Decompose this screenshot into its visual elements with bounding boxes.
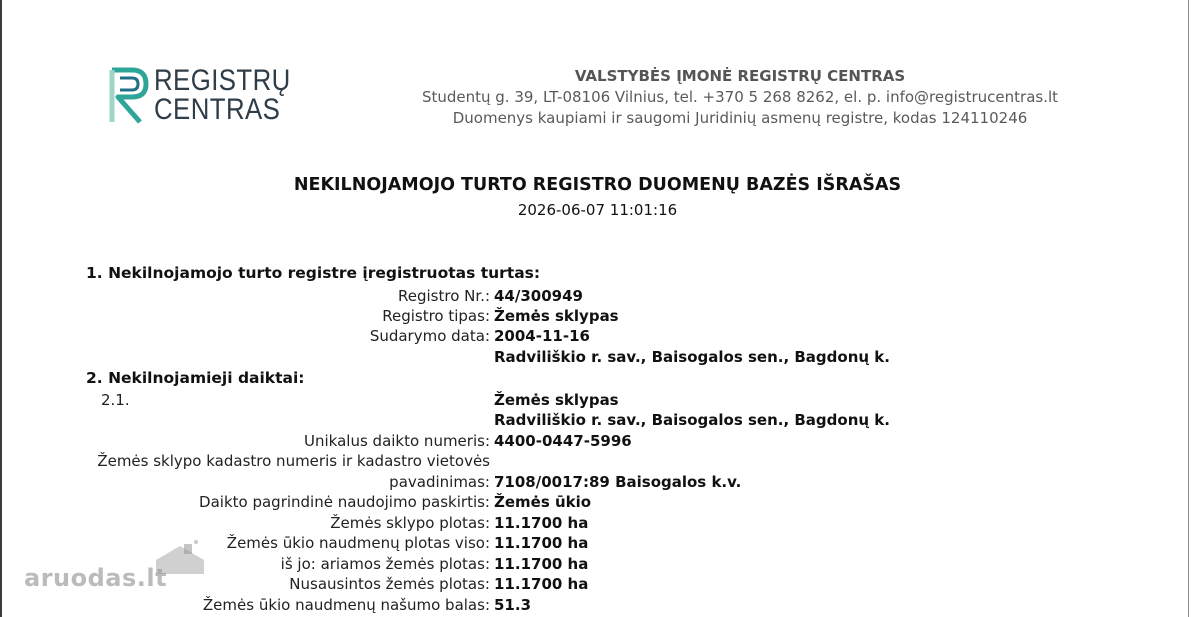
document-title: NEKILNOJAMOJO TURTO REGISTRO DUOMENŲ BAZĖS IŠRAŠAS xyxy=(293,175,902,195)
field-label: Žemės ūkio naudmenų plotas viso: xyxy=(226,534,490,552)
organization-name: VALSTYBĖS ĮMONĖ REGISTRŲ CENTRAS xyxy=(574,67,906,85)
field-value: Žemės sklypas xyxy=(494,307,619,325)
field-value: 2004-11-16 xyxy=(494,327,590,345)
field-label: Registro tipas: xyxy=(382,307,490,325)
field-value: Žemės ūkio xyxy=(494,493,592,511)
document-datetime: 2026-06-07 11:01:16 xyxy=(517,201,678,219)
field-row xyxy=(0,451,1100,471)
organization-header xyxy=(380,66,1100,129)
item-type: Žemės sklypas xyxy=(494,391,619,409)
field-label: iš jo: ariamos žemės plotas: xyxy=(280,555,490,573)
field-label: Nusausintos žemės plotas: xyxy=(289,575,490,593)
field-value: 7108/0017:89 Baisogalos k.v. xyxy=(494,473,742,491)
field-value: 44/300949 xyxy=(494,287,583,305)
registrucentras-logo xyxy=(106,66,306,128)
field-value: 11.1700 ha xyxy=(494,575,589,593)
field-value: 51.3 xyxy=(494,596,532,614)
logo-wordmark xyxy=(154,66,291,124)
field-row xyxy=(0,431,1100,451)
item-address: Radviliškio r. sav., Baisogalos sen., Bagdonų k. xyxy=(494,411,890,429)
field-label: Registro Nr.: xyxy=(398,287,490,305)
address-value: Radviliškio r. sav., Baisogalos sen., Bagdonų k. xyxy=(494,348,890,366)
aruodas-watermark xyxy=(22,540,202,602)
field-row xyxy=(0,286,1100,306)
field-value: 11.1700 ha xyxy=(494,534,589,552)
field-label-line-2: pavadinimas: xyxy=(389,473,490,491)
logo-line-1: REGISTRŲ xyxy=(154,64,291,97)
section-2-heading: 2. Nekilnojamieji daiktai: xyxy=(86,369,305,387)
organization-address: Studentų g. 39, LT-08106 Vilnius, tel. +370 5 268 8262, el. p. info@registrucentras.lt xyxy=(421,88,1059,106)
item-row xyxy=(0,390,1100,410)
field-row xyxy=(0,472,1100,492)
field-value: 11.1700 ha xyxy=(494,555,589,573)
section-1-heading: 1. Nekilnojamojo turto registre įregistruotas turtas: xyxy=(86,264,541,282)
field-row xyxy=(0,347,1100,367)
watermark-text: aruodas.lt xyxy=(24,564,168,592)
right-page-border xyxy=(1188,0,1189,617)
field-row xyxy=(0,513,1100,533)
field-row xyxy=(0,492,1100,512)
item-number: 2.1. xyxy=(101,391,130,409)
field-row xyxy=(0,326,1100,346)
field-label: Unikalus daikto numeris: xyxy=(304,432,490,450)
field-value: 4400-0447-5996 xyxy=(494,432,632,450)
logo-line-2: CENTRAS xyxy=(154,93,281,126)
item-address-row xyxy=(0,410,1100,430)
field-label: Žemės sklypo plotas: xyxy=(330,514,490,532)
field-label-line-1: Žemės sklypo kadastro numeris ir kadastro vietovės xyxy=(97,452,490,470)
field-label: Daikto pagrindinė naudojimo paskirtis: xyxy=(199,493,490,511)
field-value: 11.1700 ha xyxy=(494,514,589,532)
field-label: Sudarymo data: xyxy=(369,327,490,345)
field-label: Žemės ūkio naudmenų našumo balas: xyxy=(202,596,490,614)
field-row xyxy=(0,306,1100,326)
rc-logo-mark-icon xyxy=(106,66,152,126)
organization-register-note: Duomenys kaupiami ir saugomi Juridinių asmenų registre, kodas 124110246 xyxy=(452,109,1028,127)
